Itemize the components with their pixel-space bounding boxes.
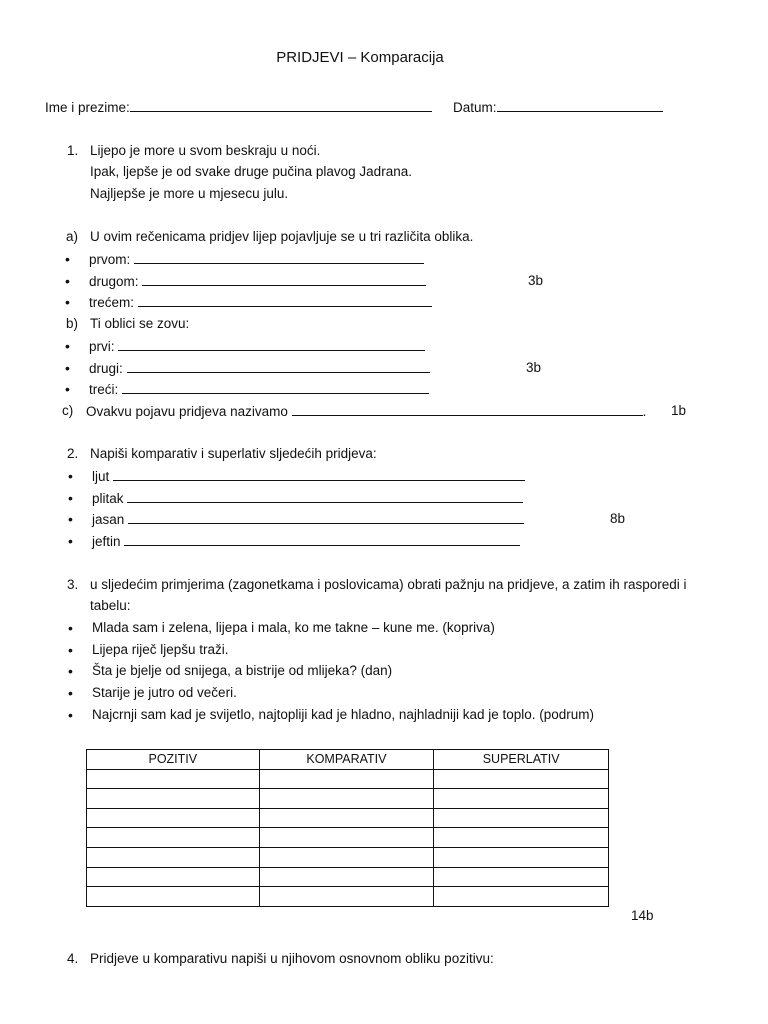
q1b-item-label: treći: — [89, 382, 119, 397]
q3-text-line-1: u sljedećim primjerima (zagonetkama i poslovicama) obrati pažnju na pridjeve, a zatim ih rasporedi i — [90, 577, 687, 592]
header-komparativ: KOMPARATIV — [259, 750, 434, 770]
q3-points: 14b — [631, 908, 654, 923]
header-superlativ: SUPERLATIV — [434, 750, 609, 770]
name-blank-line[interactable] — [130, 99, 432, 112]
name-label: Ime i prezime: — [45, 100, 130, 115]
name-field[interactable] — [45, 99, 432, 116]
table-row — [87, 769, 609, 789]
answer-line[interactable] — [118, 338, 425, 351]
q1b-item-1[interactable] — [89, 338, 425, 355]
q1-line-3: Najljepše je more u mjesecu julu. — [90, 186, 289, 201]
table-cell[interactable] — [87, 847, 260, 867]
table-cell[interactable] — [434, 789, 609, 809]
header-pozitiv: POZITIV — [87, 750, 260, 770]
table-cell[interactable] — [434, 828, 609, 848]
table-cell[interactable] — [87, 887, 260, 907]
table-cell[interactable] — [434, 887, 609, 907]
table-row — [87, 808, 609, 828]
table-cell[interactable] — [259, 789, 434, 809]
q1b-label: b) — [66, 316, 79, 331]
q4-number: 4. — [67, 951, 79, 966]
q1a-item-2[interactable] — [89, 273, 426, 290]
table-cell[interactable] — [259, 828, 434, 848]
q3-item-5: • Najcrnji sam kad je svijetlo, najtopliji kad je hladno, najhladniji kad je toplo. (podrum) — [92, 707, 594, 723]
q2-item-label: jasan — [92, 512, 125, 527]
date-blank-line[interactable] — [497, 99, 663, 112]
q1a-item-1[interactable] — [89, 251, 424, 268]
q1b-text: Ti oblici se zovu: — [90, 316, 190, 331]
q1-line-1: Lijepo je more u svom beskraju u noći. — [90, 143, 321, 158]
q1a-points: 3b — [528, 273, 544, 288]
q1a-item-label: drugom: — [89, 274, 139, 289]
classification-table — [86, 749, 609, 907]
table-cell[interactable] — [434, 769, 609, 789]
q2-item-label: jeftin — [92, 534, 121, 549]
answer-line[interactable] — [113, 468, 525, 481]
q2-item-4[interactable] — [92, 533, 520, 550]
q1b-item-label: prvi: — [89, 339, 115, 354]
q1-line-2: Ipak, ljepše je od svake druge pučina plavog Jadrana. — [90, 164, 412, 179]
table-row — [87, 847, 609, 867]
table-header-row — [87, 750, 609, 770]
table-row — [87, 828, 609, 848]
q1-number: 1. — [67, 143, 79, 158]
table-cell[interactable] — [434, 847, 609, 867]
q3-item-3: • Šta je bjelje od snijega, a bistrije od mlijeka? (dan) — [92, 663, 392, 679]
table-cell[interactable] — [87, 808, 260, 828]
answer-line[interactable] — [142, 273, 426, 286]
q3-number: 3. — [67, 577, 79, 592]
table-cell[interactable] — [259, 769, 434, 789]
q2-item-2[interactable] — [92, 490, 523, 507]
table-cell[interactable] — [434, 867, 609, 887]
q2-text: Napiši komparativ i superlativ sljedećih pridjeva: — [90, 446, 377, 461]
table-cell[interactable] — [259, 887, 434, 907]
q1a-label: a) — [66, 229, 79, 244]
q2-item-3[interactable] — [92, 511, 524, 528]
table-cell[interactable] — [87, 789, 260, 809]
q1b-item-3[interactable] — [89, 381, 429, 398]
table-row — [87, 887, 609, 907]
answer-line[interactable] — [124, 533, 520, 546]
q1b-item-label: drugi: — [89, 361, 123, 376]
q2-item-label: ljut — [92, 469, 110, 484]
answer-line[interactable] — [138, 294, 432, 307]
q4-text: Pridjeve u komparativu napiši u njihovom osnovnom obliku pozitivu: — [90, 951, 494, 966]
table-cell[interactable] — [87, 828, 260, 848]
q1c-label: c) — [62, 403, 74, 418]
q3-text-line-2: tabelu: — [90, 598, 131, 613]
table-cell[interactable] — [87, 769, 260, 789]
q1c-field[interactable] — [86, 403, 646, 420]
answer-line[interactable] — [292, 403, 643, 416]
q1b-points: 3b — [526, 360, 542, 375]
q3-item-4: • Starije je jutro od večeri. — [92, 685, 237, 701]
q3-item-1: • Mlada sam i zelena, lijepa i mala, ko me takne – kune me. (kopriva) — [92, 620, 495, 636]
q1b-item-2[interactable] — [89, 360, 430, 377]
page-title: PRIDJEVI – Komparacija — [276, 49, 444, 66]
answer-line[interactable] — [122, 381, 429, 394]
table-row — [87, 789, 609, 809]
answer-line[interactable] — [134, 251, 424, 264]
table-row — [87, 867, 609, 887]
q2-item-1[interactable] — [92, 468, 525, 485]
q1a-item-label: prvom: — [89, 252, 131, 267]
q1c-points: 1b — [671, 403, 687, 418]
q1a-item-3[interactable] — [89, 294, 432, 311]
q1a-item-label: trećem: — [89, 295, 135, 310]
answer-line[interactable] — [127, 490, 523, 503]
q3-item-2: • Lijepa riječ ljepšu traži. — [92, 642, 229, 658]
table-cell[interactable] — [434, 808, 609, 828]
q2-number: 2. — [67, 446, 79, 461]
table-cell[interactable] — [259, 867, 434, 887]
table-cell[interactable] — [87, 867, 260, 887]
q2-item-label: plitak — [92, 491, 124, 506]
q1c-end: . — [642, 404, 647, 419]
answer-line[interactable] — [127, 360, 430, 373]
table-cell[interactable] — [259, 808, 434, 828]
answer-line[interactable] — [128, 511, 524, 524]
table-cell[interactable] — [259, 847, 434, 867]
q1a-text: U ovim rečenicama pridjev lijep pojavljuje se u tri različita oblika. — [90, 229, 474, 244]
q1c-text: Ovakvu pojavu pridjeva nazivamo — [86, 404, 288, 419]
date-field[interactable] — [453, 99, 663, 116]
date-label: Datum: — [453, 100, 497, 115]
q2-points: 8b — [610, 511, 626, 526]
